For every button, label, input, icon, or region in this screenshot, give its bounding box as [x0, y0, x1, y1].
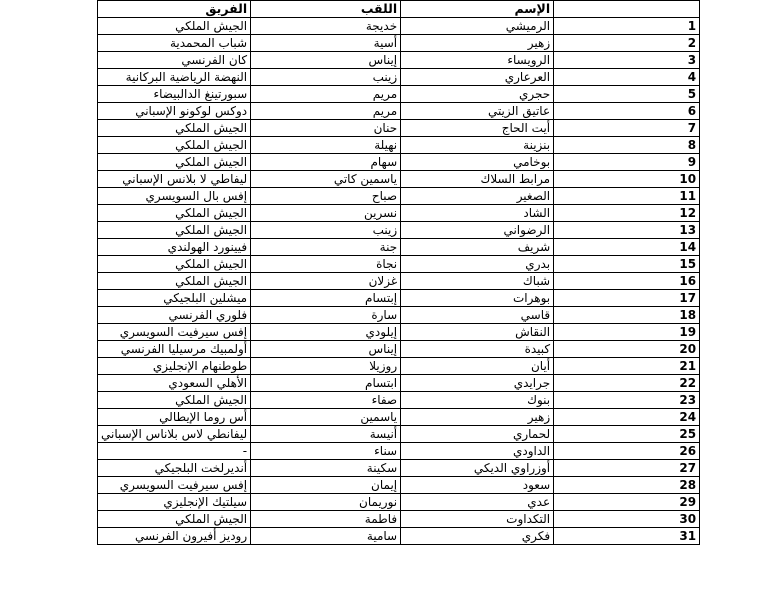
name-cell: الشاد — [401, 205, 554, 222]
nickname-cell: سهام — [251, 154, 401, 171]
team-cell: النهضة الرياضية البركانية — [98, 69, 251, 86]
number-cell: 14 — [554, 239, 700, 256]
name-cell: سعود — [401, 477, 554, 494]
name-cell: زهير — [401, 409, 554, 426]
team-cell: إفس بال السويسري — [98, 188, 251, 205]
number-cell: 19 — [554, 324, 700, 341]
number-cell: 6 — [554, 103, 700, 120]
players-table — [97, 0, 700, 545]
nickname-cell: حنان — [251, 120, 401, 137]
nickname-cell: ياسمين كاتي — [251, 171, 401, 188]
team-cell: فلوري الفرنسي — [98, 307, 251, 324]
team-cell: الجيش الملكي — [98, 273, 251, 290]
table-row — [98, 426, 700, 443]
table-row — [98, 273, 700, 290]
number-cell: 29 — [554, 494, 700, 511]
nickname-cell: صفاء — [251, 392, 401, 409]
number-cell: 2 — [554, 35, 700, 52]
number-cell: 26 — [554, 443, 700, 460]
number-cell: 3 — [554, 52, 700, 69]
nickname-cell: غزلان — [251, 273, 401, 290]
nickname-cell: سامية — [251, 528, 401, 545]
name-cell: التكداوت — [401, 511, 554, 528]
nickname-cell: إيناس — [251, 52, 401, 69]
number-cell: 17 — [554, 290, 700, 307]
number-cell: 18 — [554, 307, 700, 324]
team-cell: ميشلين البلجيكي — [98, 290, 251, 307]
table-row — [98, 239, 700, 256]
table-row — [98, 188, 700, 205]
number-cell: 15 — [554, 256, 700, 273]
table-row — [98, 477, 700, 494]
table-row — [98, 103, 700, 120]
team-cell: الجيش الملكي — [98, 205, 251, 222]
name-cell: الرميشي — [401, 18, 554, 35]
team-cell: سبورتينغ الدالبيضاء — [98, 86, 251, 103]
number-cell: 22 — [554, 375, 700, 392]
name-cell: بنزينة — [401, 137, 554, 154]
number-cell: 13 — [554, 222, 700, 239]
nickname-cell: نسرين — [251, 205, 401, 222]
table-row — [98, 256, 700, 273]
table-row — [98, 290, 700, 307]
table-row — [98, 137, 700, 154]
header-row — [98, 1, 700, 18]
name-cell: بدري — [401, 256, 554, 273]
team-cell: إفس سيرفيت السويسري — [98, 324, 251, 341]
nickname-cell: روزيلا — [251, 358, 401, 375]
team-cell: الجيش الملكي — [98, 120, 251, 137]
team-cell: أنديرلخت البلجيكي — [98, 460, 251, 477]
number-cell: 7 — [554, 120, 700, 137]
team-cell: الأهلي السعودي — [98, 375, 251, 392]
name-cell: الداودي — [401, 443, 554, 460]
table-row — [98, 35, 700, 52]
team-cell: فيينورد الهولندي — [98, 239, 251, 256]
name-cell: حجري — [401, 86, 554, 103]
nickname-cell: إيلودي — [251, 324, 401, 341]
team-cell: الجيش الملكي — [98, 511, 251, 528]
number-cell: 11 — [554, 188, 700, 205]
number-cell: 27 — [554, 460, 700, 477]
team-cell: طوطنهام الإنجليزي — [98, 358, 251, 375]
name-cell: الرويساء — [401, 52, 554, 69]
name-cell: لحماري — [401, 426, 554, 443]
number-cell: 23 — [554, 392, 700, 409]
nickname-cell: أنيسة — [251, 426, 401, 443]
nickname-cell: سكينة — [251, 460, 401, 477]
team-cell: الجيش الملكي — [98, 18, 251, 35]
table-row — [98, 222, 700, 239]
team-cell: ليفانطي لاس بلاناس الإسباني — [98, 426, 251, 443]
number-cell: 5 — [554, 86, 700, 103]
table-body — [98, 18, 700, 545]
number-cell: 1 — [554, 18, 700, 35]
nickname-cell: ياسمين — [251, 409, 401, 426]
name-cell: عاتيق الزيتي — [401, 103, 554, 120]
nickname-cell: زينب — [251, 222, 401, 239]
team-cell: الجيش الملكي — [98, 154, 251, 171]
team-cell: شباب المحمدية — [98, 35, 251, 52]
name-cell: شباك — [401, 273, 554, 290]
name-cell: الرضواني — [401, 222, 554, 239]
name-cell: قاسي — [401, 307, 554, 324]
team-cell: الجيش الملكي — [98, 137, 251, 154]
team-cell: أولمبيك مرسيليا الفرنسي — [98, 341, 251, 358]
name-cell: شريف — [401, 239, 554, 256]
table-row — [98, 52, 700, 69]
team-cell: الجيش الملكي — [98, 256, 251, 273]
nickname-cell: إيناس — [251, 341, 401, 358]
table-row — [98, 154, 700, 171]
team-cell: سيلتيك الإنجليزي — [98, 494, 251, 511]
nickname-cell: إيمان — [251, 477, 401, 494]
table-row — [98, 460, 700, 477]
nickname-cell: صباح — [251, 188, 401, 205]
name-cell: أيت الحاج — [401, 120, 554, 137]
name-cell: النقاش — [401, 324, 554, 341]
table-row — [98, 375, 700, 392]
name-cell: جرايدي — [401, 375, 554, 392]
table-row — [98, 120, 700, 137]
header-name: الإسم — [401, 1, 554, 18]
team-cell: الجيش الملكي — [98, 392, 251, 409]
table-row — [98, 69, 700, 86]
name-cell: فكري — [401, 528, 554, 545]
team-cell: ليفاطي لا بلانس الإسباني — [98, 171, 251, 188]
number-cell: 9 — [554, 154, 700, 171]
number-cell: 10 — [554, 171, 700, 188]
name-cell: عدي — [401, 494, 554, 511]
number-cell: 8 — [554, 137, 700, 154]
table-row — [98, 392, 700, 409]
name-cell: بوهرات — [401, 290, 554, 307]
table-row — [98, 494, 700, 511]
name-cell: أيان — [401, 358, 554, 375]
number-cell: 30 — [554, 511, 700, 528]
nickname-cell: نوريمان — [251, 494, 401, 511]
team-cell: روديز أفيرون الفرنسي — [98, 528, 251, 545]
table-row — [98, 511, 700, 528]
team-cell: إفس سيرفيت السويسري — [98, 477, 251, 494]
nickname-cell: نجاة — [251, 256, 401, 273]
team-cell: أس روما الإيطالي — [98, 409, 251, 426]
table-row — [98, 205, 700, 222]
table-row — [98, 443, 700, 460]
number-cell: 12 — [554, 205, 700, 222]
name-cell: بوخامي — [401, 154, 554, 171]
name-cell: زهير — [401, 35, 554, 52]
table-row — [98, 324, 700, 341]
header-number — [554, 1, 700, 18]
number-cell: 21 — [554, 358, 700, 375]
table-row — [98, 528, 700, 545]
team-cell: كان الفرنسي — [98, 52, 251, 69]
table-row — [98, 358, 700, 375]
nickname-cell: سارة — [251, 307, 401, 324]
name-cell: كبيدة — [401, 341, 554, 358]
nickname-cell: أسية — [251, 35, 401, 52]
team-cell: الجيش الملكي — [98, 222, 251, 239]
table-row — [98, 307, 700, 324]
number-cell: 28 — [554, 477, 700, 494]
nickname-cell: ابتسام — [251, 375, 401, 392]
nickname-cell: خديجة — [251, 18, 401, 35]
number-cell: 16 — [554, 273, 700, 290]
name-cell: أوزراوي الديكي — [401, 460, 554, 477]
table-row — [98, 86, 700, 103]
number-cell: 20 — [554, 341, 700, 358]
number-cell: 31 — [554, 528, 700, 545]
nickname-cell: إبتسام — [251, 290, 401, 307]
nickname-cell: جنة — [251, 239, 401, 256]
nickname-cell: مريم — [251, 103, 401, 120]
table-row — [98, 341, 700, 358]
team-cell: دوكس لوكونو الإسباني — [98, 103, 251, 120]
number-cell: 24 — [554, 409, 700, 426]
nickname-cell: نهيلة — [251, 137, 401, 154]
nickname-cell: سناء — [251, 443, 401, 460]
number-cell: 25 — [554, 426, 700, 443]
table-row — [98, 171, 700, 188]
nickname-cell: فاطمة — [251, 511, 401, 528]
table-row — [98, 409, 700, 426]
name-cell: الصغير — [401, 188, 554, 205]
nickname-cell: زينب — [251, 69, 401, 86]
name-cell: بنوك — [401, 392, 554, 409]
name-cell: مرابط السلاك — [401, 171, 554, 188]
number-cell: 4 — [554, 69, 700, 86]
team-cell: - — [98, 443, 251, 460]
header-nickname: اللقب — [251, 1, 401, 18]
header-team: الفريق — [98, 1, 251, 18]
nickname-cell: مريم — [251, 86, 401, 103]
name-cell: العرعاري — [401, 69, 554, 86]
table-row — [98, 18, 700, 35]
